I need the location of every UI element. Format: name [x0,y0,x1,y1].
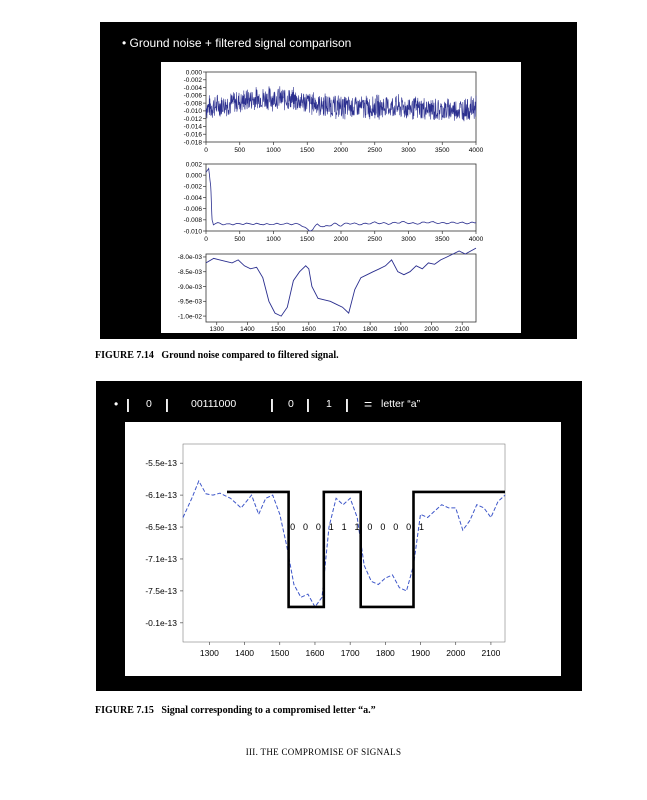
x-tick-label: 4000 [468,147,484,154]
separator: | [306,396,310,412]
y-tick-label: -0.010 [183,108,202,116]
x-tick-label: 2100 [454,326,470,333]
figure-7-14-panel [100,22,577,339]
x-tick-label: 3500 [435,147,450,154]
y-tick-label: -6.5e-13 [145,522,177,533]
bit-label: 0 [367,522,373,533]
bit-label: 0 [302,522,308,533]
bits-header [96,397,582,417]
y-tick-label: -0.010 [183,228,202,236]
y-tick-label: -0.002 [183,183,202,191]
y-tick-label: 0.000 [185,69,202,77]
y-tick-label: -0.012 [183,115,202,123]
figure-7-14-caption [95,350,339,361]
y-tick-label: 0.000 [185,172,202,180]
x-tick-label: 2000 [424,326,439,333]
bit-label: 0 [406,522,412,533]
x-tick-label: 2000 [446,648,466,658]
y-tick-label: 0.002 [185,161,202,169]
y-tick-label: -5.5e-13 [145,458,177,469]
x-tick-label: 1500 [270,648,290,658]
x-tick-label: 1500 [300,147,315,154]
figure-7-14-charts [100,22,577,339]
separator: | [270,396,274,412]
x-tick-label: 1400 [240,326,255,333]
plot-0 [184,69,484,154]
page-footer: III. THE COMPROMISE OF SIGNALS [245,747,402,757]
x-tick-label: 1500 [270,326,286,333]
x-tick-label: 4000 [468,236,484,243]
x-tick-label: 2500 [367,236,382,243]
caption-label: FIGURE 7.14 [95,350,154,361]
y-tick-label: -8.0e-03 [177,254,202,262]
x-tick-label: 1300 [209,326,224,333]
x-tick-label: 1600 [301,326,317,333]
x-tick-label: 3500 [435,236,450,243]
y-tick-label: -0.018 [183,139,202,147]
y-tick-label: -9.5e-03 [177,298,202,306]
x-tick-label: 3000 [401,236,416,243]
bits-token: 1 [326,398,332,410]
bits-token: 00111000 [191,398,237,410]
x-tick-label: 1500 [300,236,315,243]
caption-label: FIGURE 7.15 [95,705,154,716]
x-tick-label: 1000 [266,147,281,154]
x-tick-label: 3000 [401,147,416,154]
y-tick-label: -8.5e-03 [177,269,202,277]
y-tick-label: -0.004 [183,84,202,92]
separator: | [165,396,169,412]
x-tick-label: 1900 [411,648,431,658]
separator: | [345,396,349,412]
bits-token: letter “a” [381,398,421,410]
x-tick-label: 1000 [266,236,281,243]
bit-label: 0 [393,522,399,533]
y-tick-label: -0.1e-13 [145,617,177,628]
figure-7-15-panel [96,381,582,691]
title-text: Ground noise + filtered signal comparison [129,36,352,50]
plot-2 [178,248,476,333]
y-tick-label: -7.5e-13 [145,585,177,596]
x-tick-label: 1800 [375,648,395,658]
y-tick-label: -0.006 [183,205,202,213]
x-tick-label: 500 [234,236,246,243]
y-tick-label: -6.1e-13 [145,490,177,501]
x-tick-label: 1900 [393,326,409,333]
y-tick-label: -0.008 [183,217,202,225]
x-tick-label: 1300 [199,648,219,658]
bit-label: 0 [315,522,321,533]
plot-frame [206,164,476,231]
bullet: • [122,36,127,50]
bullet: • [114,397,119,411]
x-tick-label: 1400 [235,648,255,658]
caption-text: Signal corresponding to a compromised letter “a.” [161,705,376,716]
x-tick-label: 2000 [333,147,349,154]
y-tick-label: -0.014 [183,123,202,131]
bit-label: 1 [328,522,334,533]
x-tick-label: 2500 [367,147,382,154]
x-tick-label: 0 [204,147,208,154]
bit-label: 1 [354,522,360,533]
x-tick-label: 1700 [332,326,347,333]
x-tick-label: 2100 [481,648,501,658]
bits-token: = [364,396,373,412]
y-tick-label: -0.006 [183,92,202,100]
plot-frame [183,444,505,642]
caption-text: Ground noise compared to filtered signal. [161,350,339,361]
x-tick-label: 0 [204,236,208,243]
bit-label: 0 [290,522,296,533]
plot-3 [145,444,505,658]
y-tick-label: -0.004 [183,194,202,202]
x-tick-label: 500 [234,147,246,154]
bits-token: 0 [288,398,294,410]
y-tick-label: -0.016 [183,131,202,139]
y-tick-label: -9.0e-03 [177,283,202,291]
y-tick-label: -0.008 [183,100,202,108]
bit-label: 0 [380,522,386,533]
y-tick-label: -7.1e-13 [145,553,177,564]
separator: | [126,396,130,412]
figure-7-15-chart [96,381,582,691]
bits-token: 0 [146,398,152,410]
bit-label: 1 [341,522,347,533]
figure-7-15-caption [95,705,376,716]
x-tick-label: 2000 [333,236,349,243]
x-tick-label: 1800 [362,326,378,333]
y-tick-label: -0.002 [183,77,202,85]
plot-1 [184,161,484,243]
x-tick-label: 1600 [305,648,325,658]
x-tick-label: 1700 [340,648,360,658]
y-tick-label: -1.0e-02 [177,313,202,321]
bit-label: 1 [418,522,425,533]
